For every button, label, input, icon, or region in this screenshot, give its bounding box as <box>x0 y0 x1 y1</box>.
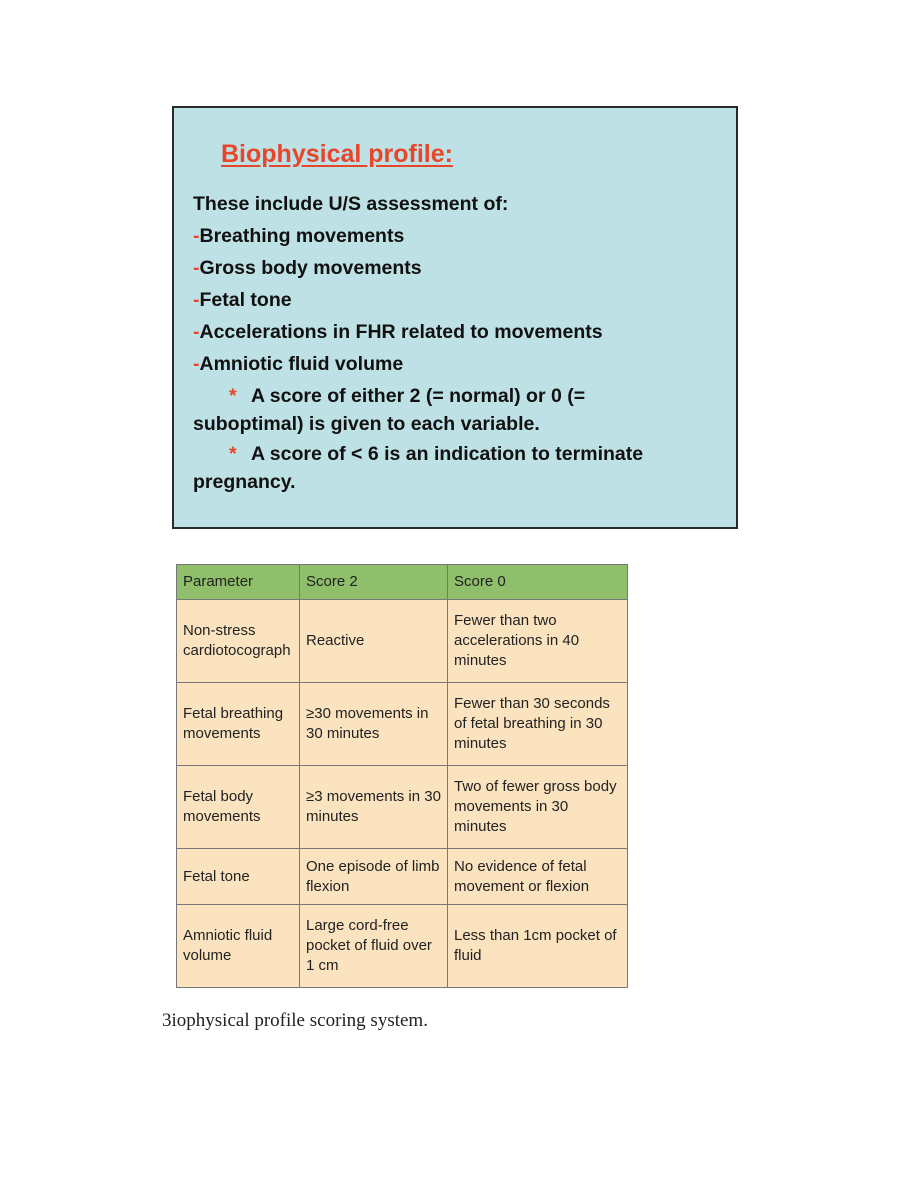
slide-panel <box>172 106 738 529</box>
table-row <box>177 683 628 766</box>
scoring-table <box>176 564 628 988</box>
table-cell: ≥30 movements in 30 minutes <box>300 683 448 766</box>
table-row <box>177 766 628 849</box>
table-row <box>177 904 628 987</box>
table-cell: Fetal body movements <box>177 766 300 849</box>
table-row <box>177 849 628 905</box>
slide-body <box>193 188 723 496</box>
table-cell: ≥3 movements in 30 minutes <box>300 766 448 849</box>
table-cell: Two of fewer gross body movements in 30 minutes <box>448 766 628 849</box>
table-cell: Fetal tone <box>177 849 300 905</box>
table-cell: Fewer than two accelerations in 40 minutes <box>448 600 628 683</box>
table-cell: Amniotic fluid volume <box>177 904 300 987</box>
table-header-row <box>177 565 628 600</box>
table-row <box>177 600 628 683</box>
table-cell: Large cord-free pocket of fluid over 1 cm <box>300 904 448 987</box>
table-cell: Less than 1cm pocket of fluid <box>448 904 628 987</box>
header-score-0: Score 0 <box>448 565 628 600</box>
figure-caption: 3iophysical profile scoring system. <box>162 1010 428 1031</box>
asterisk-icon: * <box>229 443 237 465</box>
table-cell: Non-stress cardiotocograph <box>177 600 300 683</box>
slide-title: Biophysical profile: <box>221 140 453 168</box>
note-score-values: * A score of either 2 (= normal) or 0 (= suboptimal) is given to each variable. <box>193 382 723 438</box>
list-item: -Accelerations in FHR related to movements <box>193 321 603 343</box>
slide-intro: These include U/S assessment of: <box>193 193 509 215</box>
list-item: -Breathing movements <box>193 225 405 247</box>
table-cell: Fewer than 30 seconds of fetal breathing in 30 minutes <box>448 683 628 766</box>
header-parameter: Parameter <box>177 565 300 600</box>
table-cell: Fetal breathing movements <box>177 683 300 766</box>
list-item: -Fetal tone <box>193 289 292 311</box>
list-item: -Gross body movements <box>193 257 422 279</box>
table-cell: No evidence of fetal movement or flexion <box>448 849 628 905</box>
asterisk-icon: * <box>229 385 237 407</box>
note-termination: * A score of < 6 is an indication to terminate pregnancy. <box>193 440 723 496</box>
table-cell: Reactive <box>300 600 448 683</box>
table-cell: One episode of limb flexion <box>300 849 448 905</box>
header-score-2: Score 2 <box>300 565 448 600</box>
list-item: -Amniotic fluid volume <box>193 353 404 375</box>
